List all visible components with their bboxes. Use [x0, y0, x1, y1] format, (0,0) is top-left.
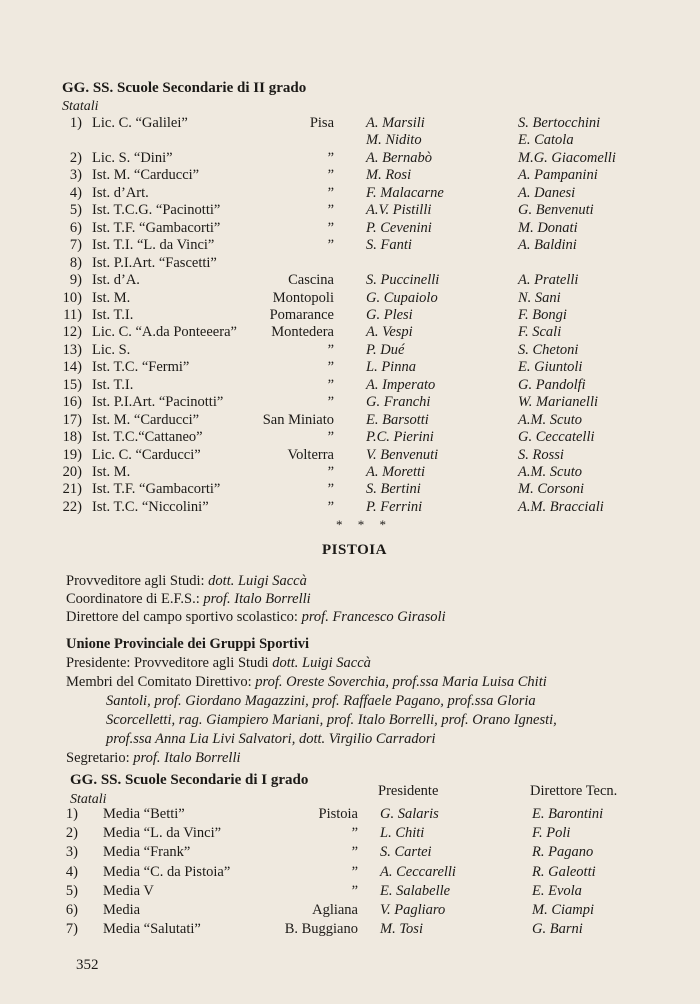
- school-city: ”: [327, 359, 334, 376]
- row-number: 15): [62, 376, 82, 393]
- row-number: 9): [69, 272, 82, 289]
- row-number: 3): [69, 167, 82, 184]
- school-name: Ist. M. “Carducci”: [92, 167, 200, 184]
- director-name: F. Poli: [532, 825, 571, 842]
- school-city: ”: [327, 341, 334, 358]
- school-name: Ist. d’Art.: [92, 184, 149, 201]
- table-row: [0, 921, 700, 941]
- school-name: Ist. M.: [92, 289, 131, 306]
- school-name: Ist. M.: [92, 464, 131, 480]
- school-city: ”: [327, 167, 334, 184]
- union-committee-line-1: [66, 674, 547, 691]
- school-name: Media “Frank”: [103, 844, 191, 861]
- president-name: V. Pagliaro: [380, 902, 446, 918]
- school-name: Ist. T.I.: [92, 306, 134, 323]
- school-name: Lic. S. “Dini”: [92, 149, 173, 166]
- director-name: F. Bongi: [518, 306, 567, 323]
- school-city: Volterra: [287, 446, 334, 463]
- school-name: Ist. T.C. “Niccolini”: [92, 498, 209, 515]
- row-number: 19): [62, 446, 82, 463]
- director-name: A.M. Bracciali: [518, 498, 604, 515]
- president-name: M. Tosi: [380, 921, 423, 938]
- school-city: ”: [327, 237, 334, 254]
- union-committee-line-2: Santoli, prof. Giordano Magazzini, prof. Raffaele Pagano, prof.ssa Gloria: [106, 693, 536, 709]
- president-name: A. Moretti: [366, 464, 426, 480]
- school-name: Media “C. da Pistoia”: [103, 863, 231, 880]
- president-name: A. Marsili: [366, 115, 425, 131]
- row-number: 14): [62, 359, 82, 376]
- director-name: A. Danesi: [518, 184, 576, 201]
- president-name: A. Vespi: [366, 324, 413, 341]
- row-number: 4): [69, 184, 82, 201]
- president-name: E. Barsotti: [366, 411, 429, 428]
- secondary-i-heading: GG. SS. Scuole Secondarie di I grado: [70, 772, 309, 788]
- president-name: P. Dué: [366, 341, 405, 358]
- school-name: Ist. d’A.: [92, 272, 140, 289]
- director-name: E. Giuntoli: [518, 359, 583, 376]
- official-label: Provveditore agli Studi:: [66, 573, 209, 589]
- director-name: M. Ciampi: [532, 902, 595, 918]
- row-number: 8): [69, 254, 82, 271]
- director-name: G. Benvenuti: [518, 202, 594, 219]
- school-name: Lic. C. “Galilei”: [92, 115, 188, 131]
- official-value: dott. Luigi Saccà: [208, 573, 307, 589]
- row-number: 7): [65, 921, 78, 938]
- row-number: 6): [69, 219, 82, 236]
- director-name: E. Evola: [532, 882, 582, 899]
- president-name: G. Cupaiolo: [366, 289, 438, 306]
- president-name: S. Bertini: [366, 481, 421, 498]
- page-number: 352: [76, 957, 99, 973]
- row-number: 12): [62, 324, 82, 341]
- president-name: P. Cevenini: [366, 219, 432, 236]
- school-city: Montopoli: [272, 289, 334, 306]
- union-committee-text: prof. Oreste Soverchia, prof.ssa Maria Luisa Chiti: [255, 674, 547, 690]
- president-name: P. Ferrini: [366, 498, 423, 515]
- row-number: 22): [62, 498, 82, 515]
- union-committee-line-4: prof.ssa Anna Lia Livi Salvatori, dott. Virgilio Carradori: [106, 731, 436, 747]
- school-city: ”: [327, 202, 334, 219]
- secondary-ii-subheading: Statali: [62, 99, 99, 114]
- school-city: ”: [327, 149, 334, 166]
- row-number: 16): [62, 394, 82, 411]
- director-name: R. Pagano: [532, 844, 594, 861]
- row-number: 21): [62, 481, 82, 498]
- director-name: S. Bertocchini: [518, 115, 601, 131]
- school-name: Media “Salutati”: [103, 921, 201, 938]
- school-name: Media “L. da Vinci”: [103, 825, 222, 842]
- director-name: A.M. Scuto: [518, 464, 583, 480]
- director-name: M. Donati: [518, 219, 578, 236]
- president-name: F. Malacarne: [366, 184, 444, 201]
- school-name: Lic. C. “Carducci”: [92, 446, 201, 463]
- school-name: Ist. P.I.Art. “Pacinotti”: [92, 394, 224, 411]
- director-name: R. Galeotti: [532, 863, 596, 880]
- union-president-label: Presidente: Provveditore agli Studi: [66, 655, 273, 671]
- school-city: ”: [327, 394, 334, 411]
- president-name: M. Rosi: [366, 167, 412, 184]
- school-city: ”: [327, 498, 334, 515]
- row-number: 5): [69, 202, 82, 219]
- row-number: 7): [69, 237, 82, 254]
- president-name: P.C. Pierini: [366, 429, 434, 446]
- school-city: ”: [351, 882, 358, 899]
- director-name: M. Corsoni: [518, 481, 585, 498]
- director-name: N. Sani: [518, 289, 561, 306]
- school-city: ”: [327, 219, 334, 236]
- table-row: [0, 499, 700, 519]
- row-number: 5): [65, 882, 78, 899]
- school-city: Pisa: [309, 115, 334, 131]
- school-name: Lic. S.: [92, 341, 131, 358]
- school-city: ”: [327, 429, 334, 446]
- director-name: G. Pandolfi: [518, 376, 586, 393]
- president-name: A. Bernabò: [366, 149, 433, 166]
- director-name: E. Barontini: [532, 806, 604, 822]
- school-name: Ist. T.C.“Cattaneo”: [92, 429, 203, 446]
- secondary-i-subheading: Statali: [70, 792, 107, 807]
- president-name: A. Ceccarelli: [380, 863, 456, 880]
- school-city: Pistoia: [318, 806, 358, 822]
- secondary-ii-heading: GG. SS. Scuole Secondarie di II grado: [62, 80, 307, 96]
- president-name: S. Cartei: [380, 844, 432, 861]
- union-president: [66, 655, 371, 672]
- row-number: 10): [62, 289, 82, 306]
- director-name: A. Baldini: [518, 237, 577, 254]
- president-name: G. Plesi: [366, 306, 413, 323]
- director-name: E. Catola: [518, 132, 574, 149]
- separator-stars: * * *: [336, 517, 392, 532]
- row-number: 13): [62, 341, 82, 358]
- school-name: Ist. T.C. “Fermi”: [92, 359, 190, 376]
- school-name: Ist. P.I.Art. “Fascetti”: [92, 254, 217, 271]
- school-name: Lic. C. “A.da Ponteeera”: [92, 324, 237, 341]
- school-city: ”: [327, 184, 334, 201]
- director-name: S. Rossi: [518, 446, 564, 463]
- official-line-2: [66, 591, 311, 608]
- director-name: G. Barni: [532, 921, 583, 938]
- director-name: W. Marianelli: [518, 394, 599, 411]
- school-city: B. Buggiano: [284, 921, 358, 938]
- table-row: [0, 844, 700, 864]
- school-city: ”: [327, 481, 334, 498]
- director-name: A. Pampanini: [518, 167, 598, 184]
- section-title: PISTOIA: [322, 542, 387, 558]
- row-number: 20): [62, 464, 82, 480]
- official-label: Coordinatore di E.F.S.:: [66, 591, 204, 607]
- school-name: Media V: [103, 882, 154, 899]
- school-city: Montedera: [271, 324, 334, 341]
- school-name: Ist. T.I.: [92, 376, 134, 393]
- row-number: 6): [65, 902, 78, 918]
- official-value: prof. Italo Borrelli: [203, 591, 311, 607]
- school-city: Agliana: [312, 902, 358, 918]
- union-committee-label: Membri del Comitato Direttivo:: [66, 674, 256, 690]
- row-number: 1): [69, 115, 82, 131]
- official-line-1: [66, 573, 307, 590]
- column-header-president: Presidente: [378, 783, 439, 799]
- union-secretary: [66, 750, 241, 767]
- table-row: [0, 825, 700, 845]
- row-number: 2): [65, 825, 78, 842]
- president-name: E. Salabelle: [380, 882, 451, 899]
- director-name: F. Scali: [518, 324, 562, 341]
- president-name: S. Puccinelli: [366, 272, 440, 289]
- union-heading: Unione Provinciale dei Gruppi Sportivi: [66, 636, 310, 652]
- director-name: S. Chetoni: [518, 341, 579, 358]
- row-number: 17): [62, 411, 82, 428]
- director-name: M.G. Giacomelli: [518, 149, 616, 166]
- school-city: ”: [327, 376, 334, 393]
- director-name: A.M. Scuto: [518, 411, 583, 428]
- president-name: A.V. Pistilli: [366, 202, 432, 219]
- president-name: A. Imperato: [366, 376, 436, 393]
- row-number: 11): [63, 306, 82, 323]
- row-number: 18): [62, 429, 82, 446]
- official-label: Direttore del campo sportivo scolastico:: [66, 609, 302, 625]
- director-name: A. Pratelli: [518, 272, 579, 289]
- row-number: 3): [65, 844, 78, 861]
- school-name: Ist. T.I. “L. da Vinci”: [92, 237, 215, 254]
- table-row: [0, 883, 700, 903]
- president-name: S. Fanti: [366, 237, 412, 254]
- president-name: G. Franchi: [366, 394, 431, 411]
- table-row: [0, 806, 700, 826]
- school-city: ”: [351, 825, 358, 842]
- union-secretary-value: prof. Italo Borrelli: [133, 750, 241, 766]
- row-number: 1): [65, 806, 78, 822]
- president-name: L. Chiti: [380, 825, 425, 842]
- school-city: Cascina: [288, 272, 334, 289]
- president-name: V. Benvenuti: [366, 446, 439, 463]
- union-president-value: dott. Luigi Saccà: [272, 655, 371, 671]
- school-city: ”: [351, 863, 358, 880]
- director-name: G. Ceccatelli: [518, 429, 595, 446]
- president-name: L. Pinna: [366, 359, 416, 376]
- school-name: Ist. M. “Carducci”: [92, 411, 200, 428]
- school-name: Media “Betti”: [103, 806, 185, 822]
- school-name: Ist. T.F. “Gambacorti”: [92, 481, 221, 498]
- president-name: M. Nidito: [366, 132, 422, 149]
- row-number: 4): [65, 863, 78, 880]
- school-city: ”: [351, 844, 358, 861]
- official-line-3: [66, 609, 446, 626]
- president-name: G. Salaris: [380, 806, 439, 822]
- school-city: ”: [327, 464, 334, 480]
- union-committee-line-3: Scorcelletti, rag. Giampiero Mariani, prof. Italo Borrelli, prof. Orano Ignesti,: [106, 712, 557, 728]
- row-number: 2): [69, 149, 82, 166]
- school-name: Ist. T.F. “Gambacorti”: [92, 219, 221, 236]
- school-city: Pomarance: [269, 306, 334, 323]
- table-row: [0, 864, 700, 884]
- union-secretary-label: Segretario:: [66, 750, 134, 766]
- school-name: Ist. T.C.G. “Pacinotti”: [92, 202, 221, 219]
- school-city: San Miniato: [262, 411, 334, 428]
- table-row: [0, 902, 700, 922]
- school-name: Media: [103, 902, 141, 918]
- official-value: prof. Francesco Girasoli: [301, 609, 446, 625]
- column-header-director: Direttore Tecn.: [530, 783, 618, 799]
